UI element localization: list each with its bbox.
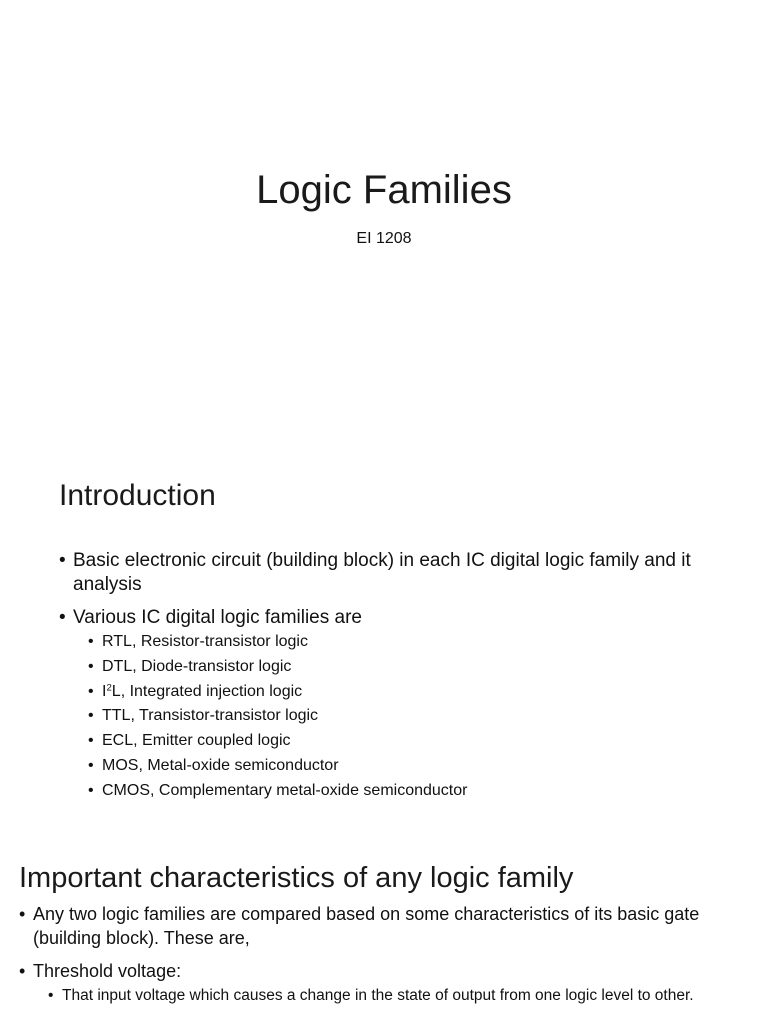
sub-bullet-item: • DTL, Diode-transistor logic [88, 655, 709, 680]
bullet-list [59, 549, 709, 804]
bullet-item: • Basic electronic circuit (building block) in each IC digital logic family and it analysis [59, 549, 709, 597]
sub-bullet-item: • ECL, Emitter coupled logic [88, 729, 709, 754]
bullet-item [19, 959, 719, 1006]
sub-bullet-item: • That input voltage which causes a change in the state of output from one logic level to other. [48, 986, 719, 1006]
sub-bullet-item: • MOS, Metal-oxide semiconductor [88, 754, 709, 779]
slide-heading: Important characteristics of any logic family [19, 862, 574, 894]
slide-heading: Introduction [59, 479, 216, 512]
title-slide [0, 0, 768, 432]
bullet-list [19, 902, 719, 1006]
sub-bullet-rest: L, Integrated injection logic [111, 682, 303, 700]
course-code: EI 1208 [356, 230, 412, 247]
sub-bullet-list [88, 630, 709, 804]
bullet-item [59, 606, 709, 804]
sub-bullet-item: • RTL, Resistor-transistor logic [88, 630, 709, 655]
characteristics-slide [0, 832, 768, 1024]
presentation-title: Logic Families [256, 168, 512, 212]
introduction-slide [0, 432, 768, 832]
sub-bullet-prefix: I [102, 682, 107, 700]
bullet-item: • Any two logic families are compared based on some characteristics of its basic gate (building block). These are, [19, 902, 719, 950]
sub-bullet-item: • TTL, Transistor-transistor logic [88, 704, 709, 729]
bullet-text: Various IC digital logic families are [73, 607, 362, 628]
sub-bullet-item [88, 680, 709, 705]
superscript: 2 [106, 681, 112, 693]
sub-bullet-item: • CMOS, Complementary metal-oxide semiconductor [88, 779, 709, 804]
sub-bullet-list [48, 986, 719, 1006]
bullet-text: Threshold voltage: [33, 961, 182, 981]
